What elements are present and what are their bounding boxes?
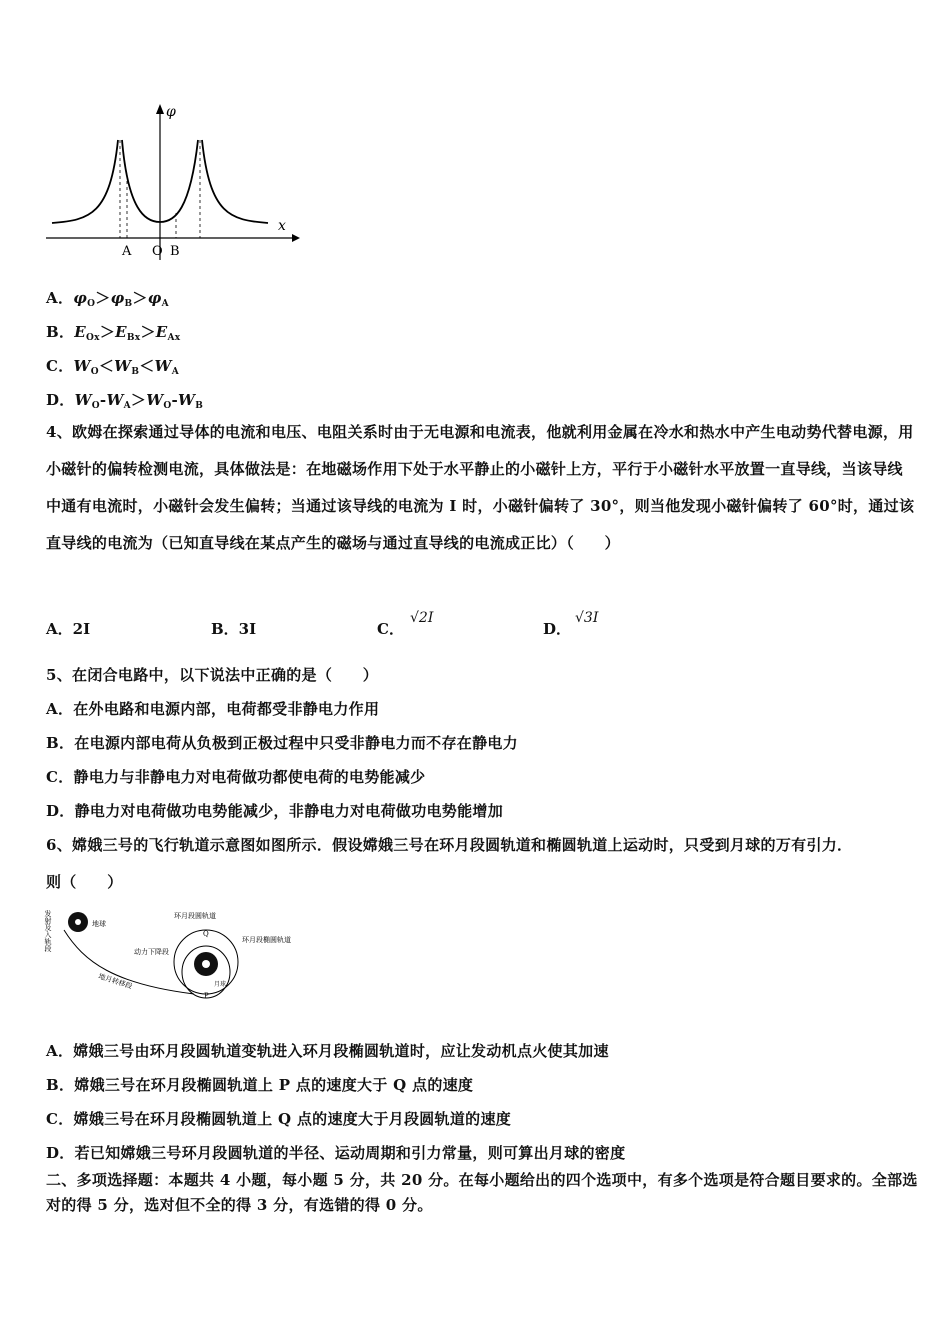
q6-option-a[interactable]: A．嫦娥三号由环月段圆轨道变轨进入环月段椭圆轨道时，应让发动机点火使其加速: [46, 1042, 609, 1060]
label-circular-orbit: 环月段圆轨道: [174, 912, 216, 920]
label-p: P: [204, 992, 209, 1000]
q6-stem-line2: 则（ ）: [46, 873, 123, 891]
q5-option-b[interactable]: B．在电源内部电荷从负极到正极过程中只受非静电力而不存在静电力: [46, 734, 518, 752]
label-moon: 月球: [214, 981, 227, 988]
x-axis-arrow: [292, 234, 300, 242]
q3-option-c[interactable]: C．$W_O<W_B<W_A$: [46, 357, 179, 377]
q4-option-d[interactable]: D．: [543, 620, 572, 638]
curve-left: [52, 140, 118, 223]
point-o-label: O: [152, 244, 163, 259]
moon-core: [202, 960, 210, 968]
point-a-label: A: [122, 244, 132, 259]
q4-option-b[interactable]: B．3I: [211, 620, 257, 638]
q5-option-d[interactable]: D．静电力对电荷做功电势能减少，非静电力对电荷做功电势能增加: [46, 802, 504, 820]
q4-option-a[interactable]: A．2I: [46, 620, 91, 638]
section2-instructions: 二、多项选择题：本题共 4 小题，每小题 5 分，共 20 分。在每小题给出的四个选项中，有多个选项是符合题目要求的。全部选对的得 5 分，选对但不全的得 3 分，有选错的得 0 分。: [46, 1171, 918, 1214]
label-earth: 地球: [92, 920, 106, 928]
label-descent: 动力下降段: [134, 948, 169, 956]
q3-option-d[interactable]: D．$W_O-W_A>W_O-W_B$: [46, 391, 204, 411]
q4-option-c[interactable]: C．: [377, 620, 404, 638]
q6-stem-line1: 6、嫦娥三号的飞行轨道示意图如图所示．假设嫦娥三号在环月段圆轨道和椭圆轨道上运动时，只受到月球的万有引力．: [46, 836, 853, 854]
q6-option-c[interactable]: C．嫦娥三号在环月段椭圆轨道上 Q 点的速度大于月段圆轨道的速度: [46, 1110, 512, 1128]
q6-option-d[interactable]: D．若已知嫦娥三号环月段圆轨道的半径、运动周期和引力常量，则可算出月球的密度: [46, 1144, 626, 1162]
curve-right: [202, 140, 268, 223]
x-axis-label: x: [278, 218, 286, 234]
q5-option-a[interactable]: A．在外电路和电源内部，电荷都受非静电力作用: [46, 700, 380, 718]
q4-option-d-value: √3I: [575, 610, 599, 626]
q6-option-b[interactable]: B．嫦娥三号在环月段椭圆轨道上 P 点的速度大于 Q 点的速度: [46, 1076, 474, 1094]
y-axis-arrow: [156, 104, 164, 114]
label-launch: 发射及入轨段: [44, 910, 52, 952]
q5-option-c[interactable]: C．静电力与非静电力对电荷做功都使电荷的电势能减少: [46, 768, 426, 786]
label-transfer: 地月转移段: [97, 972, 134, 991]
label-elliptical-orbit: 环月段椭圆轨道: [242, 936, 291, 944]
point-b-label: B: [170, 244, 180, 259]
y-axis-label: φ: [166, 104, 176, 120]
q3-option-b[interactable]: B．$E_{Ox}>E_{Bx}>E_{Ax}$: [46, 323, 181, 343]
q5-stem: 5、在闭合电路中，以下说法中正确的是（ ）: [46, 666, 379, 684]
q3-option-a[interactable]: A．$\varphi_O>\varphi_B>\varphi_A$: [46, 289, 169, 309]
q4-stem: 4、欧姆在探索通过导体的电流和电压、电阻关系时由于无电源和电流表，他就利用金属在冷水和热水中产生电动势代替电源，用小磁针的偏转检测电流，具体做法是：在地磁场作用下处于水平静止的小磁针上方，平行于小磁针水平放置一直导线，当该导线中通有电流时，小磁针会发生偏转；当通过该导线的电流为 I 时，小磁针偏转了 30°，则当他发现小磁针偏转了 60°时，通过该直导线的电流为（已知直导线在某点产生的磁场与通过直导线的电流成正比）（ ）: [46, 423, 915, 552]
label-q: Q: [203, 930, 209, 938]
q4-option-c-value: √2I: [410, 610, 434, 626]
potential-graph: [40, 100, 300, 265]
orbit-diagram: [44, 902, 314, 1010]
earth-core: [75, 919, 81, 925]
